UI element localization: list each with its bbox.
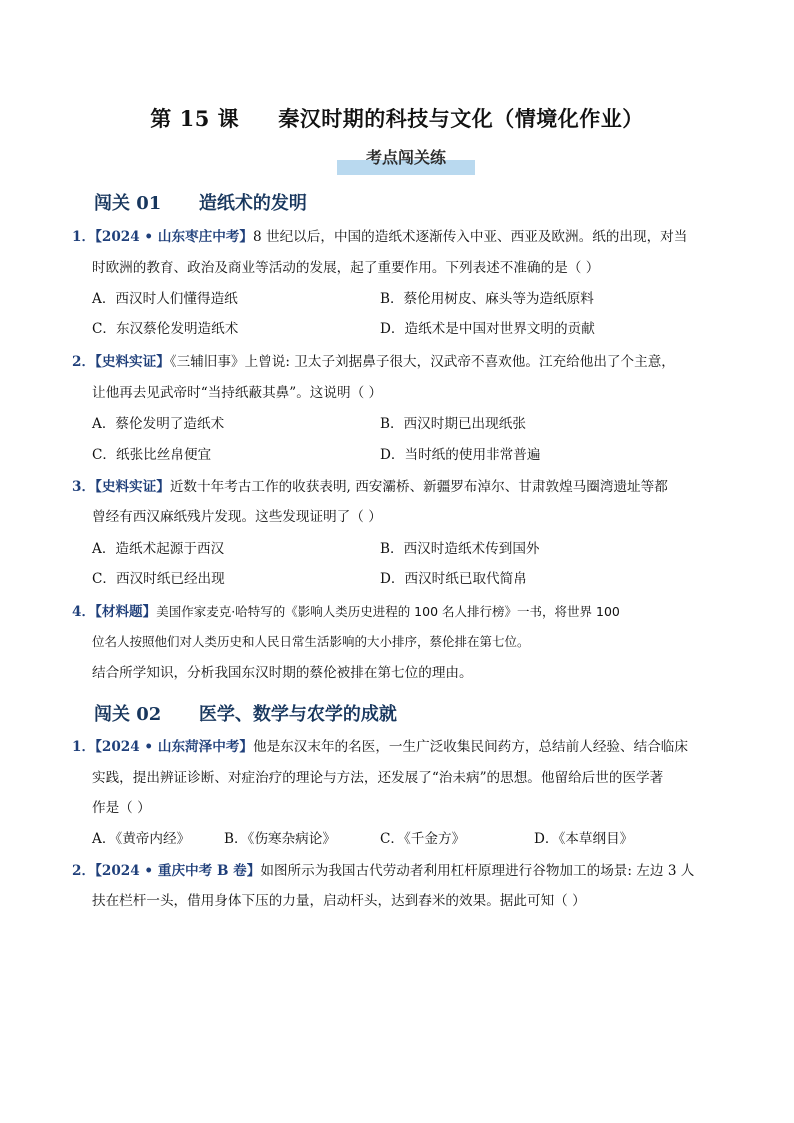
question-source: 【史料实证】 (95, 479, 170, 495)
option-d[interactable]: D．《本草纲目》 (534, 831, 634, 847)
question-text-cont: 作是（ ） (92, 800, 151, 816)
question-source: 【2024 • 山东枣庄中考】 (95, 229, 253, 245)
question-number: 1． (72, 739, 96, 755)
question-text: 《三辅旧事》上曾说: 卫太子刘据鼻子很大，汉武帝不喜欢他。江充给他出了个主意， (169, 354, 675, 370)
question-text: 他是东汉末年的名医，一生广泛收集民间药方，总结前人经验、结合临床 (253, 739, 688, 755)
question-source: 【史料实证】 (95, 354, 170, 370)
question-prompt: 结合所学知识，分析我国东汉时期的蔡伦被排在第七位的理由。 (92, 665, 473, 681)
option-a[interactable]: A．西汉时人们懂得造纸 (92, 291, 238, 307)
question-1-4 (72, 603, 620, 621)
question-2-2 (72, 862, 694, 880)
section-heading-2: 闯关 02 医学、数学与农学的成就 (94, 704, 397, 725)
question-number: 2． (72, 354, 96, 370)
option-c[interactable]: C．《千金方》 (380, 831, 466, 847)
question-source: 【2024 • 重庆中考 B 卷】 (95, 863, 261, 879)
question-text-cont: 时欧洲的教育、政治及商业等活动的发展，起了重要作用。下列表述不准确的是（ ） (92, 260, 600, 276)
question-2-1 (72, 738, 688, 756)
option-b[interactable]: B．《伤寒杂病论》 (224, 831, 336, 847)
option-c[interactable]: C．纸张比丝帛便宜 (92, 447, 212, 463)
question-1-2 (72, 353, 675, 371)
option-a[interactable]: A．蔡伦发明了造纸术 (92, 416, 225, 432)
option-c[interactable]: C．西汉时纸已经出现 (92, 571, 225, 587)
question-source: 【2024 • 山东菏泽中考】 (95, 739, 253, 755)
question-text-cont: 曾经有西汉麻纸残片发现。这些发现证明了（ ） (92, 509, 382, 525)
option-c[interactable]: C．东汉蔡伦发明造纸术 (92, 321, 239, 337)
option-a[interactable]: A．《黄帝内经》 (92, 831, 191, 847)
question-text: 近数十年考古工作的收获表明, 西安灞桥、新疆罗布淖尔、甘肃敦煌马圈湾遗址等都 (169, 479, 668, 495)
question-text-cont: 让他再去见武帝时“当持纸蔽其鼻”。这说明（ ） (92, 385, 383, 401)
question-text-cont: 位名人按照他们对人类历史和人民日常生活影响的大小排序，蔡伦排在第七位。 (92, 634, 530, 649)
badge-label: 考点闯关练 (365, 148, 446, 167)
section-heading-1: 闯关 01 造纸术的发明 (94, 193, 307, 214)
question-source: 【材料题】 (95, 604, 157, 620)
question-1-1 (72, 228, 687, 246)
page-title: 第 15 课 秦汉时期的科技与文化（情境化作业） (150, 106, 644, 131)
option-d[interactable]: D．造纸术是中国对世界文明的贡献 (380, 321, 595, 337)
option-b[interactable]: B．西汉时期已出现纸张 (380, 416, 526, 432)
question-text-cont: 扶在栏杆一头，借用身体下压的力量，启动杆头，达到舂米的效果。据此可知（ ） (92, 893, 586, 909)
option-b[interactable]: B．蔡伦用树皮、麻头等为造纸原料 (380, 291, 594, 307)
option-d[interactable]: D．西汉时纸已取代简帛 (380, 571, 527, 587)
question-1-3 (72, 478, 668, 496)
question-number: 3． (72, 479, 96, 495)
question-text: 美国作家麦克·哈特写的《影响人类历史进程的 100 名人排行榜》一书，将世界 100 (156, 604, 620, 619)
question-text-cont: 实践，提出辨证诊断、对症治疗的理论与方法，还发展了“治未病”的思想。他留给后世的医学著 (92, 770, 664, 786)
option-a[interactable]: A．造纸术起源于西汉 (92, 541, 225, 557)
section-badge (337, 143, 475, 175)
question-number: 4． (72, 604, 96, 620)
question-number: 2． (72, 863, 96, 879)
question-text: 8 世纪以后，中国的造纸术逐渐传入中亚、西亚及欧洲。纸的出现，对当 (253, 229, 688, 245)
question-text: 如图所示为我国古代劳动者利用杠杆原理进行谷物加工的场景: 左边 3 人 (260, 863, 695, 879)
option-b[interactable]: B．西汉时造纸术传到国外 (380, 541, 540, 557)
question-number: 1． (72, 229, 96, 245)
option-d[interactable]: D．当时纸的使用非常普遍 (380, 447, 541, 463)
